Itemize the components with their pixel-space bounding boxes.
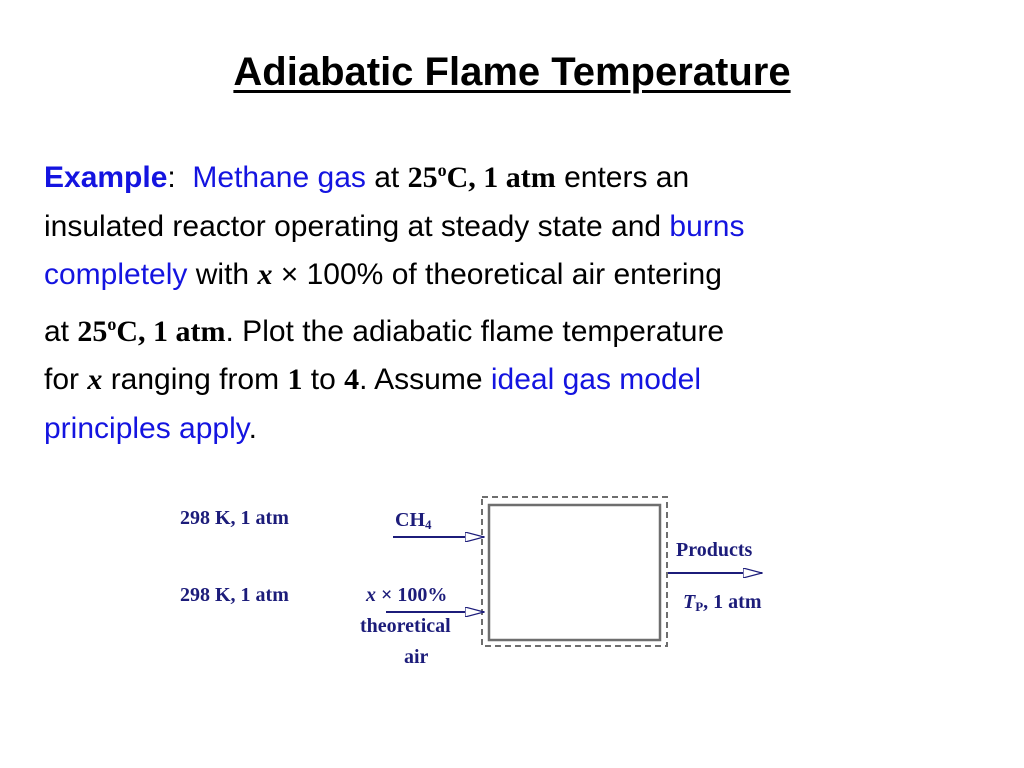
reactor-box xyxy=(489,505,660,640)
products-label: Products xyxy=(676,539,753,561)
outlet-conditions xyxy=(683,590,762,614)
range-end: 4 xyxy=(344,363,360,396)
assume-text: . Assume xyxy=(359,363,491,396)
ideal-gas-highlight: ideal gas model xyxy=(490,363,702,396)
example-label: Example xyxy=(44,161,168,194)
air-label: air xyxy=(404,646,429,668)
theoretical-label: theoretical xyxy=(360,615,451,637)
enters-an-text: enters an xyxy=(555,161,690,194)
methane-species: CH xyxy=(395,509,425,531)
range-start: 1 xyxy=(287,363,303,396)
inlet-1-conditions: 298 K, 1 atm xyxy=(180,507,289,529)
line-2-text: insulated reactor operating at steady state and xyxy=(44,209,670,243)
condition-2-degree: o xyxy=(107,313,117,334)
slide-title-text: Adiabatic Flame Temperature xyxy=(233,50,791,94)
plot-text: . Plot the adiabatic flame temperature xyxy=(225,314,725,348)
air-fraction-label xyxy=(366,583,447,607)
to-text: to xyxy=(302,363,345,396)
percent-air-text: × 100% of theoretical air entering xyxy=(272,258,722,291)
condition-2-rest: C, 1 atm xyxy=(116,314,226,348)
outlet-pressure: , 1 atm xyxy=(703,591,762,613)
condition-2-temp: 25 xyxy=(77,314,108,348)
outlet-temperature-subscript: P xyxy=(695,599,704,614)
ranging-text: ranging from xyxy=(102,363,288,396)
for-text: for xyxy=(44,363,88,396)
completely-highlight: completely xyxy=(44,258,188,291)
air-percent: × 100% xyxy=(376,584,448,606)
methane-label xyxy=(395,508,432,532)
with-text: with xyxy=(187,258,258,291)
methane-subscript: 4 xyxy=(425,517,432,532)
inlet-2-conditions: 298 K, 1 atm xyxy=(180,584,289,606)
principles-highlight: principles apply xyxy=(44,411,249,445)
outlet-temperature-symbol: T xyxy=(683,591,696,613)
x-variable: x xyxy=(257,258,273,291)
condition-1-temp: 25 xyxy=(407,161,438,194)
air-x-variable: x xyxy=(366,584,376,606)
at-text-2: at xyxy=(44,314,78,348)
x-variable-2: x xyxy=(87,363,103,396)
methane-gas-highlight: Methane gas xyxy=(192,161,366,194)
burns-highlight: burns xyxy=(669,209,745,243)
at-text-1: at xyxy=(365,161,408,194)
colon: : xyxy=(167,161,176,194)
final-period: . xyxy=(248,411,257,445)
condition-1-degree: o xyxy=(437,160,447,180)
condition-1-rest: C, 1 atm xyxy=(446,161,556,194)
